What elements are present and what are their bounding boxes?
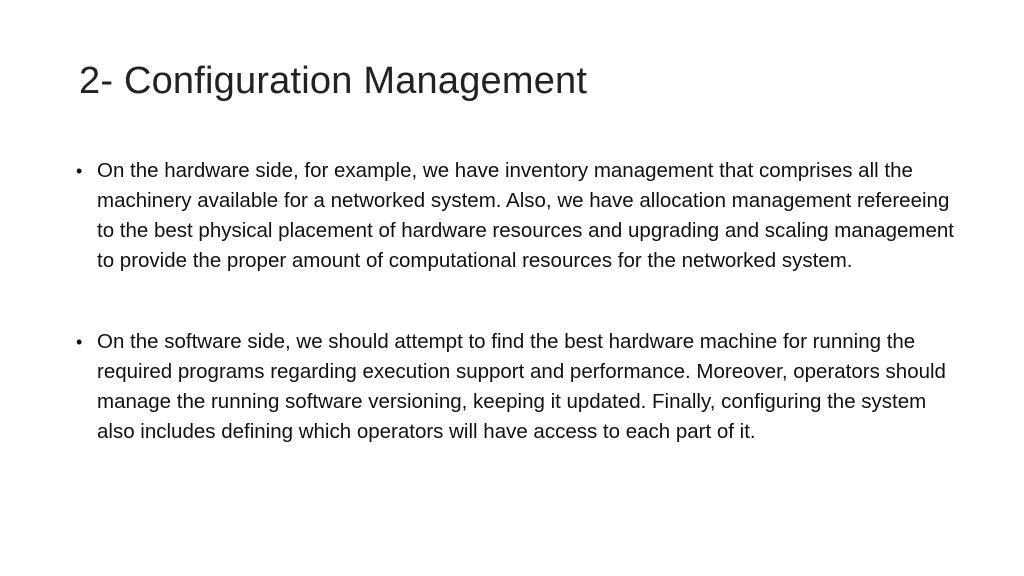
bullet-text: On the software side, we should attempt to find the best hardware machine for running the required programs regarding execution support and performance. Moreover, operators should manage the running software versioning, keeping it updated. Finally, configuring the system also includes defining which operators will have access to each part of it.	[97, 330, 946, 443]
slide-title: 2- Configuration Management	[79, 60, 588, 102]
bullet-list	[76, 156, 956, 447]
bullet-icon: •	[76, 332, 83, 352]
bullet-item-software	[76, 327, 956, 447]
bullet-icon: •	[76, 161, 83, 181]
bullet-text: On the hardware side, for example, we have inventory management that comprises all the machinery available for a networked system. Also, we have allocation management refereeing to the best physical placement of hardware resources and upgrading and scaling management to provide the proper amount of computational resources for the networked system.	[97, 159, 954, 272]
bullet-item-hardware	[76, 156, 956, 276]
